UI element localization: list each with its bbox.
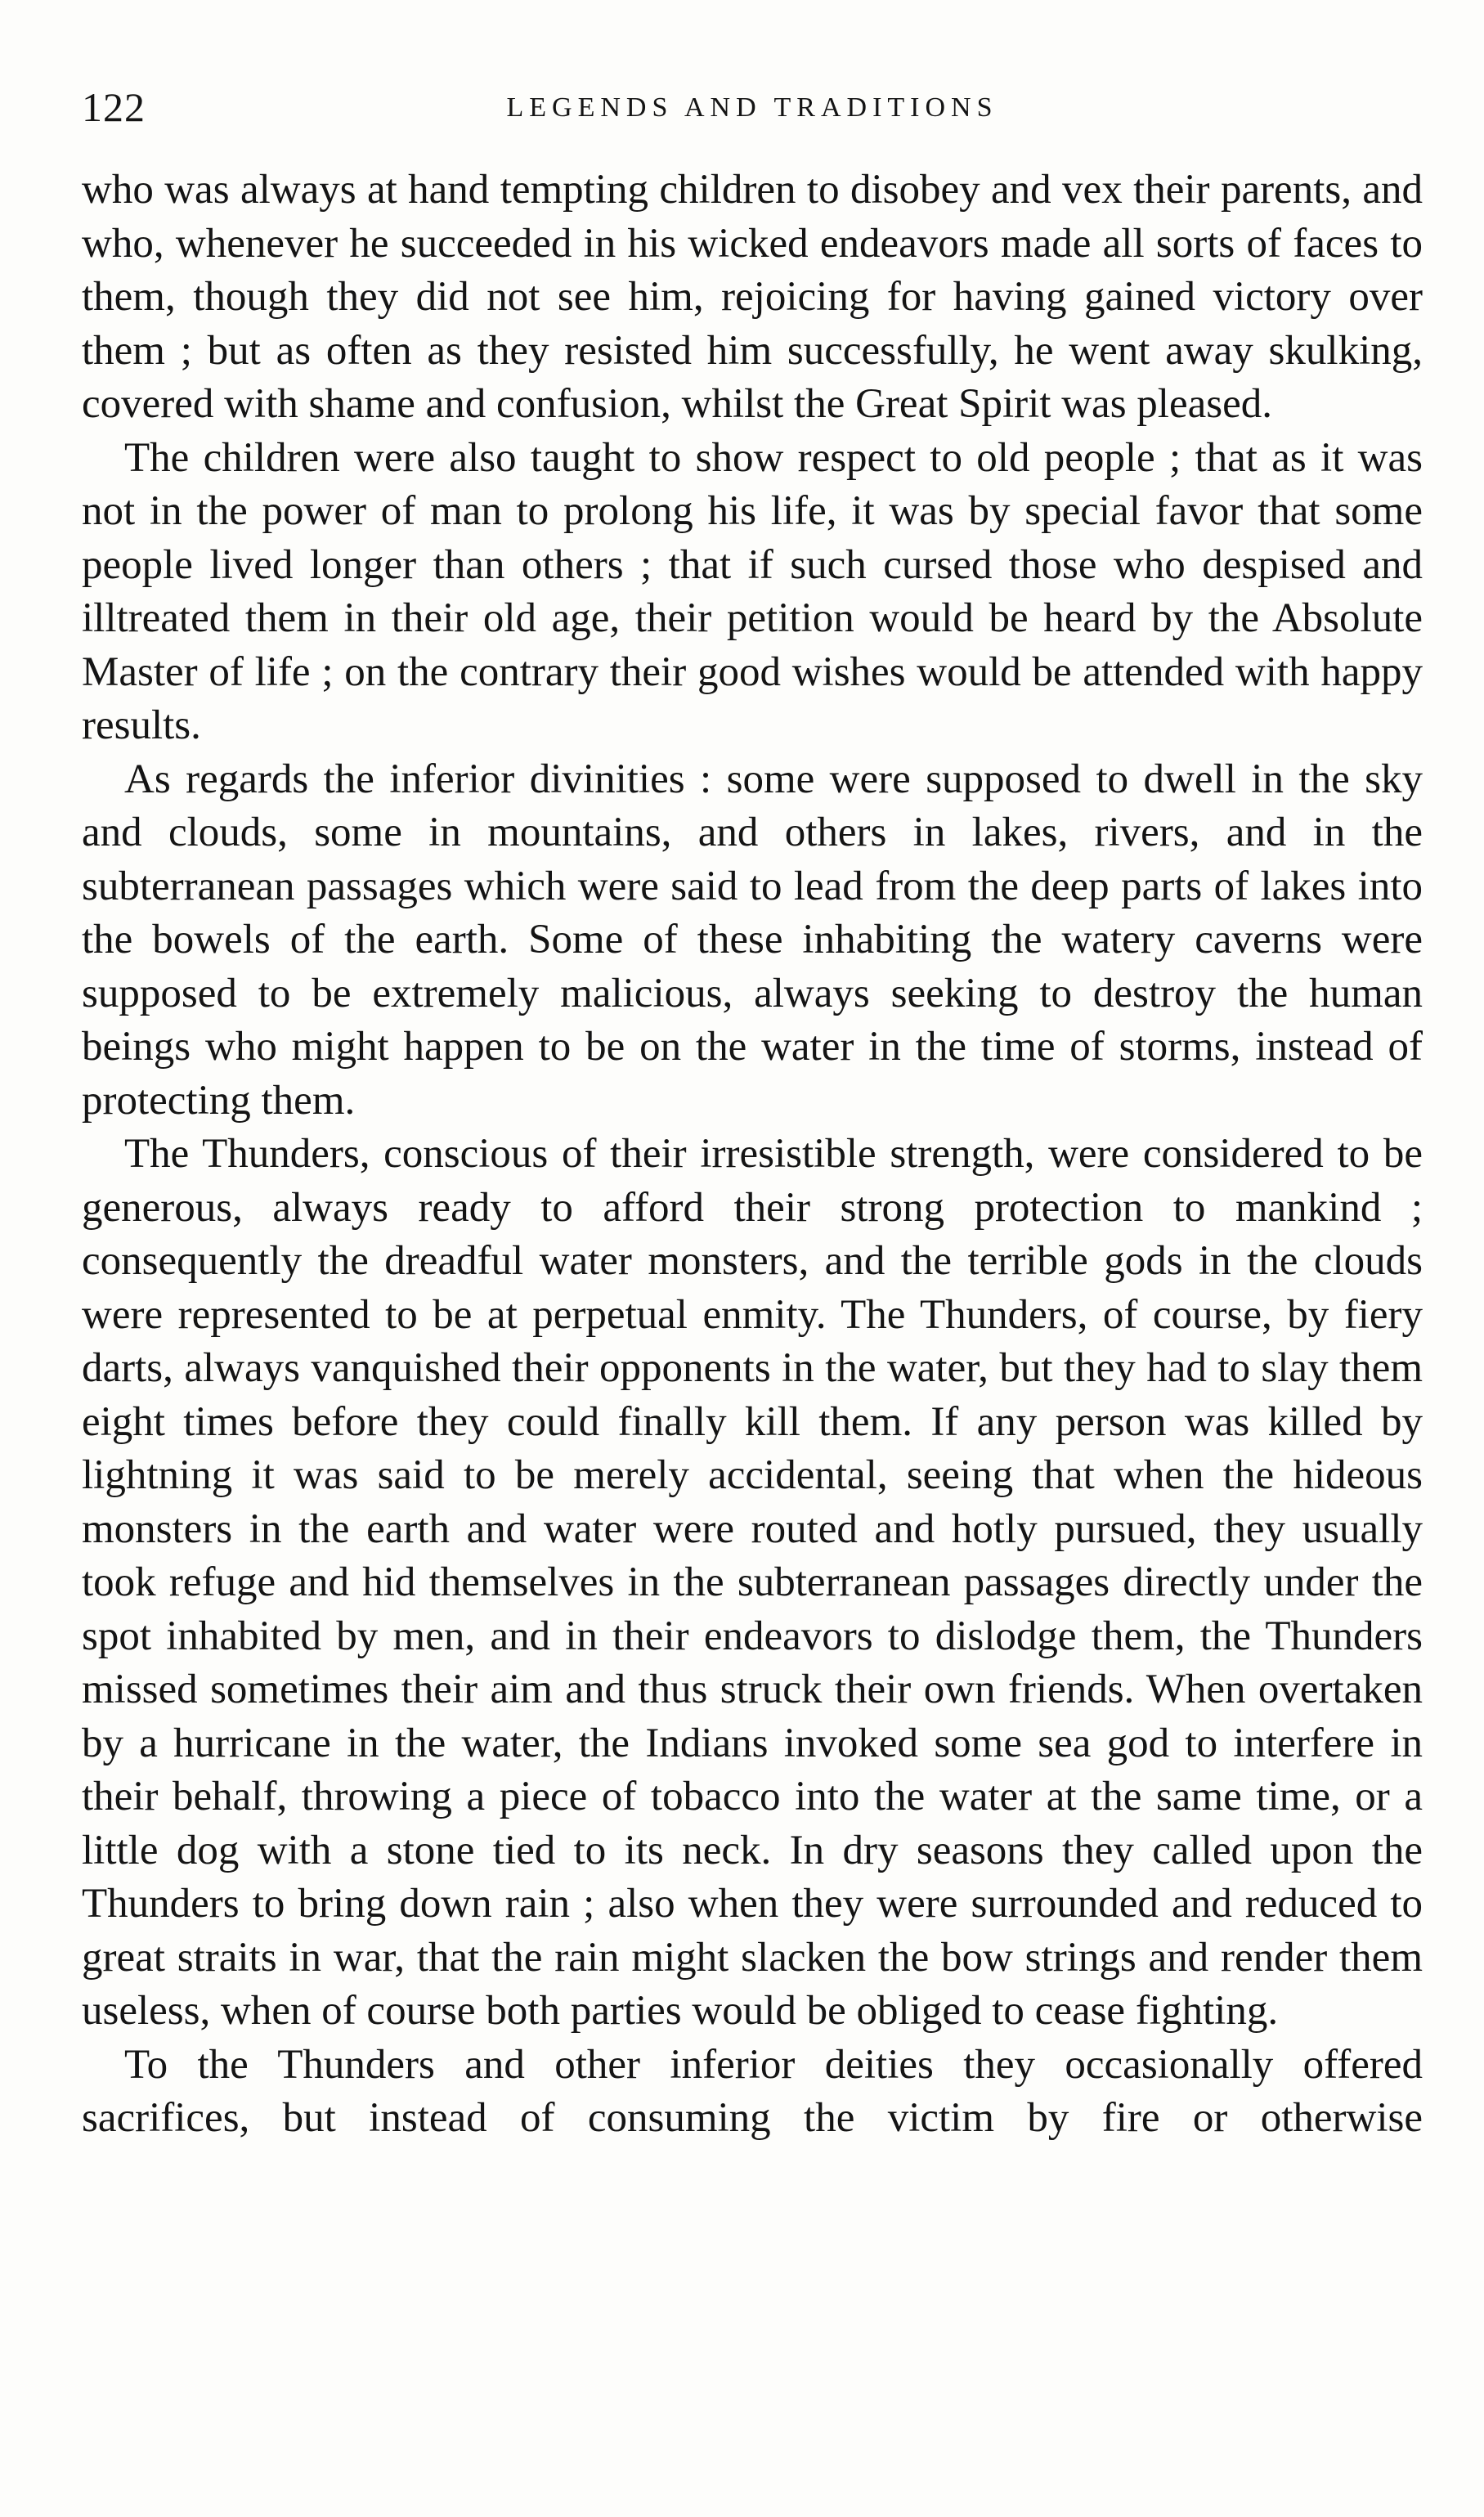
running-title: LEGENDS AND TRADITIONS	[506, 92, 998, 123]
page-number: 122	[82, 84, 146, 130]
running-head	[82, 79, 1423, 136]
paragraph-tempter-continued: who was always at hand tempting children to disobey and vex their parents, and who, whenever he succeeded in his wicked endeavors made all sorts of faces to them, though they did not see him, rejoicing for having gained victory over them ; but as often as they resisted him successfully, he went away skulking, covered with shame and confusion, whilst the Great Spirit was pleased.	[82, 167, 1423, 427]
paragraph-inferior-divinities: As regards the inferior divinities : some were supposed to dwell in the sky and clouds, some in mountains, and others in lakes, rivers, and in the subterranean passages which were said to lead from the deep parts of lakes into the bowels of the earth. Some of these inhabiting the watery caverns were supposed to be extremely malicious, always seeking to destroy the human beings who might happen to be on the water in the time of storms, instead of protecting them.	[82, 756, 1423, 1124]
paragraph-sacrifices: To the Thunders and other inferior deities they occasionally offered sacrifices, but instead of consuming the victim by fire or otherwise	[82, 2041, 1423, 2141]
body-text	[82, 164, 1423, 2146]
paragraph-thunders: The Thunders, conscious of their irresistible strength, were considered to be generous, always ready to afford their strong protection to mankind ; consequently the dreadful water monsters, and the terrible gods in the clouds were represented to be at perpetual enmity. The Thunders, of course, by fiery darts, always vanquished their opponents in the water, but they had to slay them eight times before they could finally kill them. If any person was killed by lightning it was said to be merely accidental, seeing that when the hideous monsters in the earth and water were routed and hotly pursued, they usually took refuge and hid themselves in the subterranean passages directly under the spot inhabited by men, and in their endeavors to dislodge them, the Thunders missed sometimes their aim and thus struck their own friends. When overtaken by a hurricane in the water, the Indians invoked some sea god to interfere in their behalf, throwing a piece of tobacco into the water at the same time, or a little dog with a stone tied to its neck. In dry seasons they called upon the Thunders to bring down rain ; also when they were surrounded and reduced to great straits in war, that the rain might slacken the bow strings and render them useless, when of course both parties would be obliged to cease fighting.	[82, 1131, 1423, 2034]
paragraph-respect-old-people: The children were also taught to show respect to old people ; that as it was not in the power of man to prolong his life, it was by special favor that some people lived longer than others ; that if such cursed those who despised and illtreated them in their old age, their petition would be heard by the Absolute Master of life ; on the contrary their good wishes would be attended with happy results.	[82, 434, 1423, 748]
